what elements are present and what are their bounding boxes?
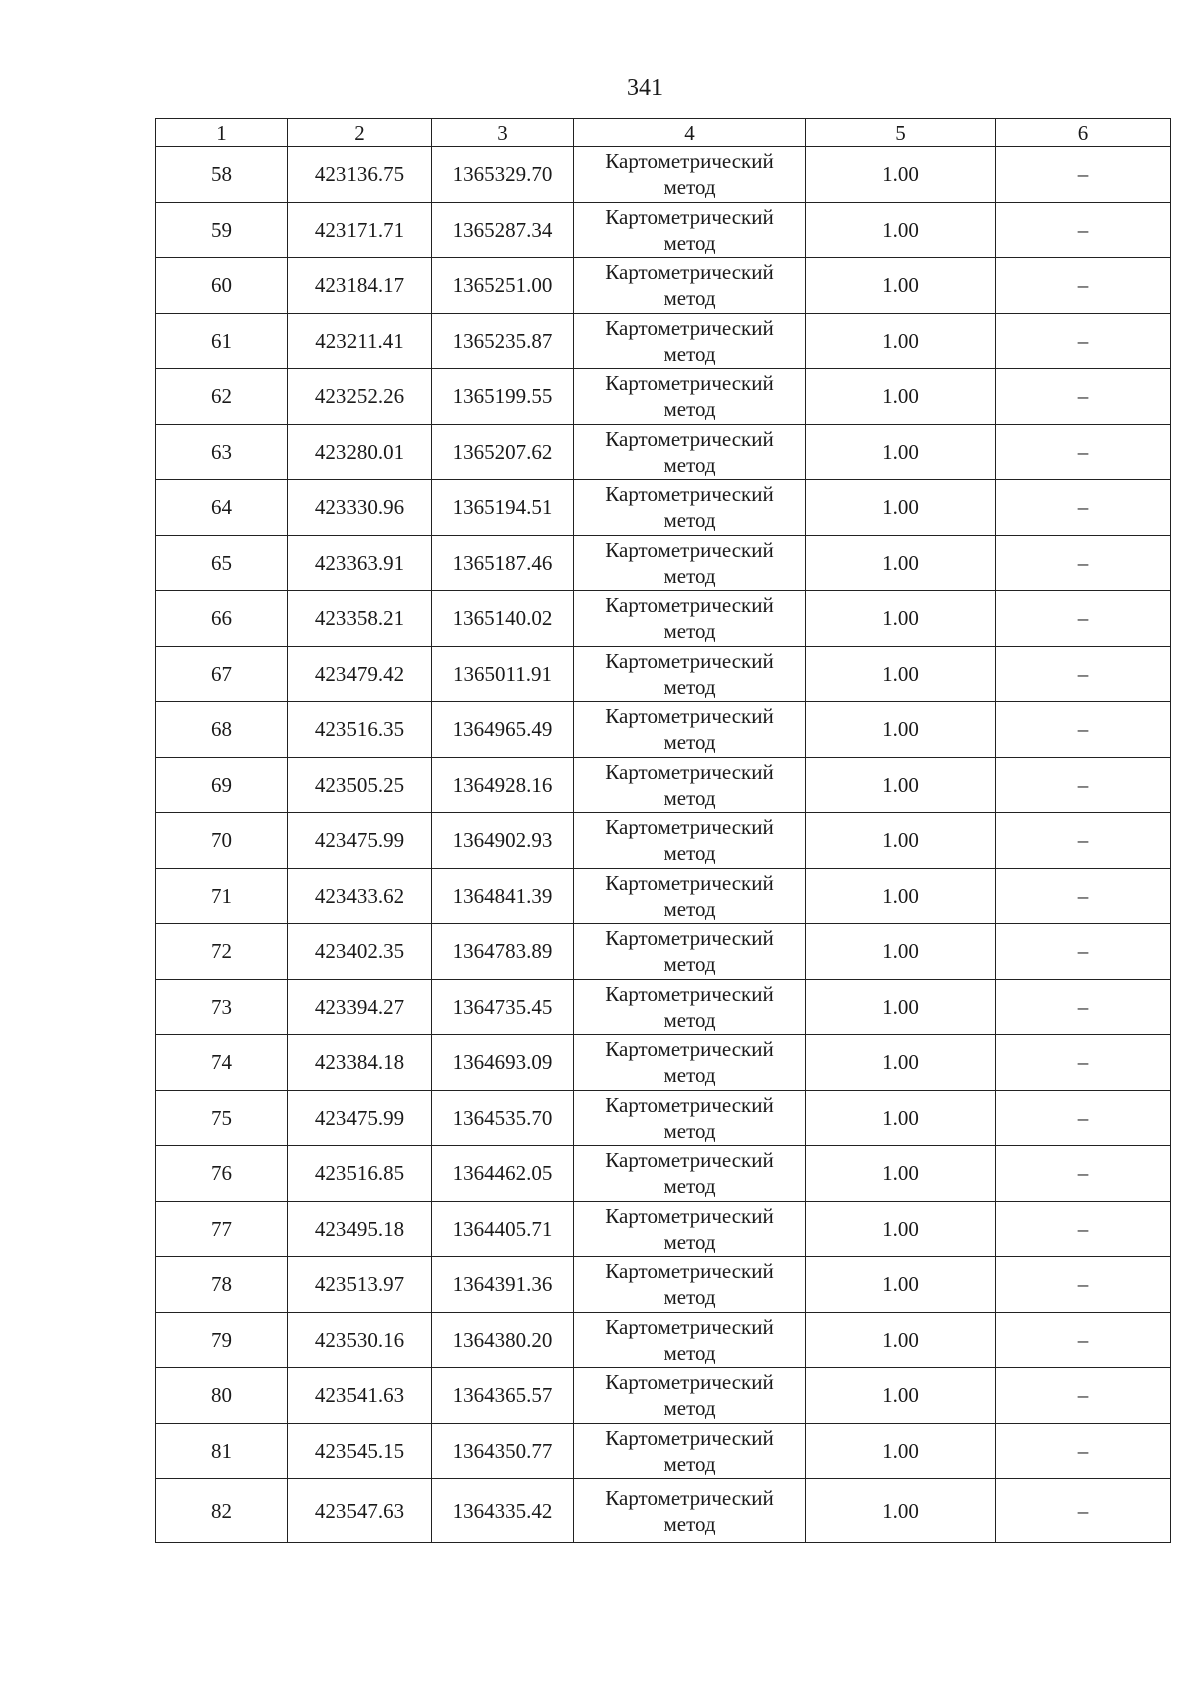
table-row: [156, 258, 1171, 314]
point-number-cell: 79: [156, 1312, 288, 1368]
table-row: [156, 1146, 1171, 1202]
table-row: [156, 1035, 1171, 1091]
method-line-1: Картометрический: [605, 426, 774, 451]
x-coordinate-cell: 423402.35: [288, 924, 432, 980]
method-line-2: метод: [663, 1451, 716, 1476]
y-coordinate-cell: 1364535.70: [432, 1090, 574, 1146]
method-line-2: метод: [663, 1007, 716, 1032]
accuracy-cell: 1.00: [806, 757, 996, 813]
table-row: [156, 1368, 1171, 1424]
table-row: [156, 646, 1171, 702]
x-coordinate-cell: 423545.15: [288, 1423, 432, 1479]
x-coordinate-cell: 423136.75: [288, 147, 432, 203]
point-number-cell: 63: [156, 424, 288, 480]
method-cell: [574, 1312, 806, 1368]
point-number-cell: 60: [156, 258, 288, 314]
method-cell: [574, 924, 806, 980]
method-line-1: Картометрический: [605, 260, 774, 285]
point-number-cell: 65: [156, 535, 288, 591]
table-row: [156, 1257, 1171, 1313]
method-cell: [574, 1090, 806, 1146]
note-cell: –: [996, 1035, 1171, 1091]
table-row: [156, 979, 1171, 1035]
point-number-cell: 74: [156, 1035, 288, 1091]
table-row: [156, 535, 1171, 591]
table-row: [156, 702, 1171, 758]
y-coordinate-cell: 1365235.87: [432, 313, 574, 369]
method-cell: [574, 1423, 806, 1479]
note-cell: –: [996, 535, 1171, 591]
x-coordinate-cell: 423516.35: [288, 702, 432, 758]
method-cell: [574, 702, 806, 758]
method-line-2: метод: [663, 1511, 716, 1536]
y-coordinate-cell: 1365011.91: [432, 646, 574, 702]
note-cell: –: [996, 202, 1171, 258]
y-coordinate-cell: 1365329.70: [432, 147, 574, 203]
method-line-1: Картометрический: [605, 1037, 774, 1062]
table-row: [156, 813, 1171, 869]
method-line-2: метод: [663, 841, 716, 866]
x-coordinate-cell: 423541.63: [288, 1368, 432, 1424]
note-cell: –: [996, 591, 1171, 647]
note-cell: –: [996, 1312, 1171, 1368]
table-row: [156, 147, 1171, 203]
accuracy-cell: 1.00: [806, 1257, 996, 1313]
note-cell: –: [996, 813, 1171, 869]
y-coordinate-cell: 1364391.36: [432, 1257, 574, 1313]
point-number-cell: 73: [156, 979, 288, 1035]
point-number-cell: 70: [156, 813, 288, 869]
note-cell: –: [996, 147, 1171, 203]
method-line-2: метод: [663, 563, 716, 588]
x-coordinate-cell: 423547.63: [288, 1479, 432, 1543]
method-line-2: метод: [663, 896, 716, 921]
point-number-cell: 75: [156, 1090, 288, 1146]
x-coordinate-cell: 423358.21: [288, 591, 432, 647]
table-row: [156, 480, 1171, 536]
table-row: [156, 1312, 1171, 1368]
column-header-6: 6: [996, 119, 1171, 147]
method-line-2: метод: [663, 1229, 716, 1254]
method-line-2: метод: [663, 397, 716, 422]
table-row: [156, 1090, 1171, 1146]
point-number-cell: 68: [156, 702, 288, 758]
x-coordinate-cell: 423530.16: [288, 1312, 432, 1368]
y-coordinate-cell: 1365287.34: [432, 202, 574, 258]
note-cell: –: [996, 1257, 1171, 1313]
table-row: [156, 1201, 1171, 1257]
accuracy-cell: 1.00: [806, 369, 996, 425]
method-cell: [574, 369, 806, 425]
method-cell: [574, 868, 806, 924]
table-row: [156, 313, 1171, 369]
point-number-cell: 71: [156, 868, 288, 924]
method-line-1: Картометрический: [605, 1092, 774, 1117]
column-header-2: 2: [288, 119, 432, 147]
accuracy-cell: 1.00: [806, 1423, 996, 1479]
method-cell: [574, 1146, 806, 1202]
method-line-1: Картометрический: [605, 1485, 774, 1510]
x-coordinate-cell: 423171.71: [288, 202, 432, 258]
x-coordinate-cell: 423505.25: [288, 757, 432, 813]
method-line-1: Картометрический: [605, 1148, 774, 1173]
method-cell: [574, 480, 806, 536]
column-header-4: 4: [574, 119, 806, 147]
y-coordinate-cell: 1365187.46: [432, 535, 574, 591]
point-number-cell: 69: [156, 757, 288, 813]
method-line-2: метод: [663, 785, 716, 810]
method-cell: [574, 1368, 806, 1424]
x-coordinate-cell: 423516.85: [288, 1146, 432, 1202]
y-coordinate-cell: 1364380.20: [432, 1312, 574, 1368]
method-line-2: метод: [663, 730, 716, 755]
method-line-2: метод: [663, 952, 716, 977]
point-number-cell: 76: [156, 1146, 288, 1202]
method-line-1: Картометрический: [605, 1314, 774, 1339]
y-coordinate-cell: 1365140.02: [432, 591, 574, 647]
x-coordinate-cell: 423433.62: [288, 868, 432, 924]
method-line-2: метод: [663, 452, 716, 477]
method-line-1: Картометрический: [605, 371, 774, 396]
table-row: [156, 369, 1171, 425]
y-coordinate-cell: 1364405.71: [432, 1201, 574, 1257]
method-cell: [574, 979, 806, 1035]
note-cell: –: [996, 1423, 1171, 1479]
column-header-5: 5: [806, 119, 996, 147]
accuracy-cell: 1.00: [806, 1146, 996, 1202]
accuracy-cell: 1.00: [806, 480, 996, 536]
point-number-cell: 81: [156, 1423, 288, 1479]
note-cell: –: [996, 646, 1171, 702]
x-coordinate-cell: 423495.18: [288, 1201, 432, 1257]
method-cell: [574, 757, 806, 813]
x-coordinate-cell: 423252.26: [288, 369, 432, 425]
point-number-cell: 78: [156, 1257, 288, 1313]
note-cell: –: [996, 1368, 1171, 1424]
accuracy-cell: 1.00: [806, 1090, 996, 1146]
note-cell: –: [996, 1479, 1171, 1543]
note-cell: –: [996, 979, 1171, 1035]
point-number-cell: 62: [156, 369, 288, 425]
x-coordinate-cell: 423280.01: [288, 424, 432, 480]
point-number-cell: 77: [156, 1201, 288, 1257]
note-cell: –: [996, 868, 1171, 924]
accuracy-cell: 1.00: [806, 924, 996, 980]
accuracy-cell: 1.00: [806, 1201, 996, 1257]
method-line-2: метод: [663, 230, 716, 255]
method-line-1: Картометрический: [605, 1370, 774, 1395]
method-line-2: метод: [663, 341, 716, 366]
point-number-cell: 67: [156, 646, 288, 702]
y-coordinate-cell: 1364735.45: [432, 979, 574, 1035]
method-cell: [574, 1479, 806, 1543]
method-cell: [574, 1201, 806, 1257]
y-coordinate-cell: 1364335.42: [432, 1479, 574, 1543]
y-coordinate-cell: 1364902.93: [432, 813, 574, 869]
y-coordinate-cell: 1365194.51: [432, 480, 574, 536]
method-line-1: Картометрический: [605, 981, 774, 1006]
method-line-1: Картометрический: [605, 149, 774, 174]
x-coordinate-cell: 423384.18: [288, 1035, 432, 1091]
table-row: [156, 924, 1171, 980]
y-coordinate-cell: 1365251.00: [432, 258, 574, 314]
accuracy-cell: 1.00: [806, 813, 996, 869]
note-cell: –: [996, 924, 1171, 980]
method-line-2: метод: [663, 1118, 716, 1143]
table-row: [156, 202, 1171, 258]
accuracy-cell: 1.00: [806, 1035, 996, 1091]
x-coordinate-cell: 423394.27: [288, 979, 432, 1035]
accuracy-cell: 1.00: [806, 646, 996, 702]
x-coordinate-cell: 423475.99: [288, 1090, 432, 1146]
method-line-1: Картометрический: [605, 648, 774, 673]
accuracy-cell: 1.00: [806, 1312, 996, 1368]
method-line-1: Картометрический: [605, 315, 774, 340]
method-line-2: метод: [663, 1340, 716, 1365]
method-line-2: метод: [663, 175, 716, 200]
method-cell: [574, 1257, 806, 1313]
note-cell: –: [996, 258, 1171, 314]
method-line-2: метод: [663, 508, 716, 533]
method-line-1: Картометрический: [605, 593, 774, 618]
y-coordinate-cell: 1364841.39: [432, 868, 574, 924]
y-coordinate-cell: 1364350.77: [432, 1423, 574, 1479]
method-line-1: Картометрический: [605, 537, 774, 562]
x-coordinate-cell: 423479.42: [288, 646, 432, 702]
coordinates-table: [155, 118, 1171, 1543]
point-number-cell: 61: [156, 313, 288, 369]
y-coordinate-cell: 1364462.05: [432, 1146, 574, 1202]
method-line-2: метод: [663, 619, 716, 644]
method-cell: [574, 147, 806, 203]
method-line-1: Картометрический: [605, 759, 774, 784]
x-coordinate-cell: 423513.97: [288, 1257, 432, 1313]
table-row: [156, 1423, 1171, 1479]
table-row: [156, 757, 1171, 813]
method-line-1: Картометрический: [605, 926, 774, 951]
method-line-2: метод: [663, 1285, 716, 1310]
method-line-1: Картометрический: [605, 870, 774, 895]
method-cell: [574, 258, 806, 314]
method-line-1: Картометрический: [605, 1259, 774, 1284]
note-cell: –: [996, 702, 1171, 758]
point-number-cell: 59: [156, 202, 288, 258]
note-cell: –: [996, 1146, 1171, 1202]
table-body: [156, 147, 1171, 1543]
note-cell: –: [996, 313, 1171, 369]
method-cell: [574, 646, 806, 702]
note-cell: –: [996, 369, 1171, 425]
table-row: [156, 1479, 1171, 1543]
method-cell: [574, 813, 806, 869]
method-line-1: Картометрический: [605, 204, 774, 229]
method-cell: [574, 313, 806, 369]
x-coordinate-cell: 423363.91: [288, 535, 432, 591]
accuracy-cell: 1.00: [806, 591, 996, 647]
accuracy-cell: 1.00: [806, 1368, 996, 1424]
accuracy-cell: 1.00: [806, 868, 996, 924]
point-number-cell: 64: [156, 480, 288, 536]
method-cell: [574, 591, 806, 647]
accuracy-cell: 1.00: [806, 313, 996, 369]
method-line-1: Картометрический: [605, 1203, 774, 1228]
method-line-2: метод: [663, 1396, 716, 1421]
accuracy-cell: 1.00: [806, 979, 996, 1035]
accuracy-cell: 1.00: [806, 202, 996, 258]
point-number-cell: 66: [156, 591, 288, 647]
x-coordinate-cell: 423330.96: [288, 480, 432, 536]
note-cell: –: [996, 480, 1171, 536]
note-cell: –: [996, 1201, 1171, 1257]
method-line-1: Картометрический: [605, 704, 774, 729]
method-line-1: Картометрический: [605, 1425, 774, 1450]
accuracy-cell: 1.00: [806, 1479, 996, 1543]
point-number-cell: 82: [156, 1479, 288, 1543]
method-cell: [574, 1035, 806, 1091]
note-cell: –: [996, 1090, 1171, 1146]
table-row: [156, 868, 1171, 924]
accuracy-cell: 1.00: [806, 702, 996, 758]
accuracy-cell: 1.00: [806, 258, 996, 314]
table-header-row: [156, 119, 1171, 147]
x-coordinate-cell: 423184.17: [288, 258, 432, 314]
column-header-1: 1: [156, 119, 288, 147]
y-coordinate-cell: 1364693.09: [432, 1035, 574, 1091]
point-number-cell: 72: [156, 924, 288, 980]
accuracy-cell: 1.00: [806, 147, 996, 203]
table-row: [156, 591, 1171, 647]
method-cell: [574, 424, 806, 480]
y-coordinate-cell: 1364928.16: [432, 757, 574, 813]
x-coordinate-cell: 423475.99: [288, 813, 432, 869]
page-number: 341: [627, 75, 663, 101]
point-number-cell: 58: [156, 147, 288, 203]
y-coordinate-cell: 1365199.55: [432, 369, 574, 425]
y-coordinate-cell: 1365207.62: [432, 424, 574, 480]
method-line-2: метод: [663, 286, 716, 311]
column-header-3: 3: [432, 119, 574, 147]
note-cell: –: [996, 424, 1171, 480]
y-coordinate-cell: 1364783.89: [432, 924, 574, 980]
point-number-cell: 80: [156, 1368, 288, 1424]
note-cell: –: [996, 757, 1171, 813]
table-row: [156, 424, 1171, 480]
method-line-2: метод: [663, 1063, 716, 1088]
y-coordinate-cell: 1364365.57: [432, 1368, 574, 1424]
method-cell: [574, 535, 806, 591]
x-coordinate-cell: 423211.41: [288, 313, 432, 369]
accuracy-cell: 1.00: [806, 535, 996, 591]
method-line-1: Картометрический: [605, 815, 774, 840]
method-line-2: метод: [663, 1174, 716, 1199]
accuracy-cell: 1.00: [806, 424, 996, 480]
y-coordinate-cell: 1364965.49: [432, 702, 574, 758]
method-cell: [574, 202, 806, 258]
method-line-2: метод: [663, 674, 716, 699]
method-line-1: Картометрический: [605, 482, 774, 507]
